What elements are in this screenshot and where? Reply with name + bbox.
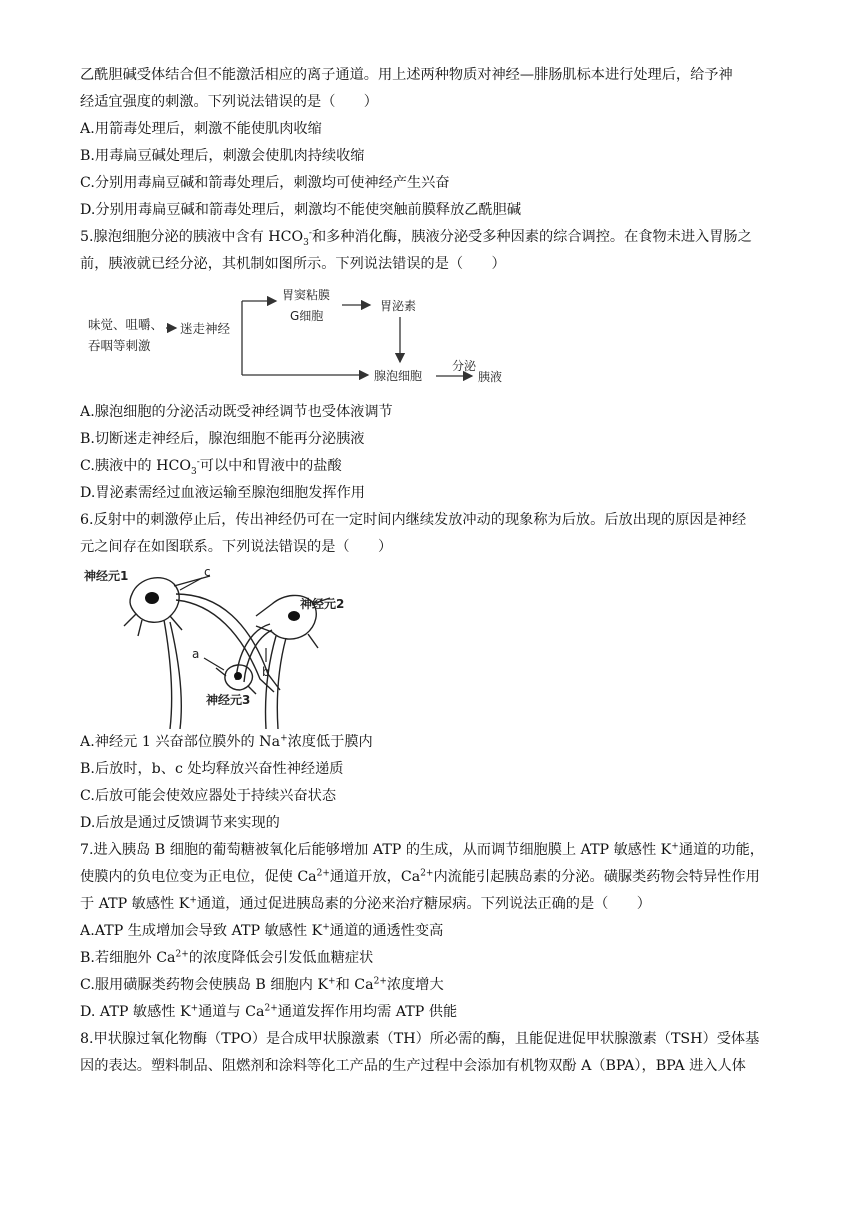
q6-stem-line-1: 6.反射中的刺激停止后，传出神经仍可在一定时间内继续发放冲动的现象称为后放。后放出现的原因是神经	[80, 512, 747, 528]
g-cell-label-2: G细胞	[290, 309, 324, 323]
vagus-nerve-label: 迷走神经	[180, 321, 231, 336]
q5-figure	[80, 284, 786, 399]
q4-stem-line-1: 乙酰胆碱受体结合但不能激活相应的离子通道。用上述两种物质对神经—腓肠肌标本进行处理后，给予神	[80, 67, 733, 83]
pancreatic-secretion-diagram	[80, 284, 786, 399]
q7-option-d: D. ATP 敏感性 K+通道与 $Ca^{2+}$通道发挥作用均需 ATP 供能	[80, 1003, 458, 1020]
q6-option-c: C.后放可能会使效应器处于持续兴奋状态	[80, 788, 337, 804]
q7-stem-line-1: 7.进入胰岛 B 细胞的葡萄糖被氧化后能够增加 ATP 的生成，从而调节细胞膜上 ATP 敏感性 K+通道的功能，	[80, 841, 764, 858]
q6-option-b: B.后放时，b、c 处均释放兴奋性神经递质	[80, 761, 344, 777]
q6-stem-line-2: 元之间存在如图联系。下列说法错误的是（ ）	[80, 539, 393, 555]
q6-option-d: D.后放是通过反馈调节来实现的	[80, 815, 280, 831]
exam-page	[80, 62, 786, 1080]
q7-stem-line-2: 使膜内的负电位变为正电位，促使 $Ca^{2+}$通道开放，$Ca^{2+}$内流能引起胰岛素的分泌。磺脲类药物会特异性作用	[80, 868, 760, 885]
neuron-2	[236, 595, 330, 729]
q4-option-c: C.分别用毒扁豆碱和箭毒处理后，刺激均可使神经产生兴奋	[80, 175, 450, 191]
q4-option-a: A.用箭毒处理后，刺激不能使肌肉收缩	[80, 121, 322, 137]
q7-option-b: B.若细胞外 $Ca^{2+}$的浓度降低会引发低血糖症状	[80, 949, 374, 966]
neuron-3-label: 神经元3	[206, 693, 251, 707]
q5-option-c: C.胰液中的 $HCO_3^-$可以中和胃液中的盐酸	[80, 457, 342, 477]
q7-option-a: A.ATP 生成增加会导致 ATP 敏感性 K+通道的通透性变高	[80, 922, 444, 939]
q4-stem-line-2: 经适宜强度的刺激。下列说法错误的是（ ）	[80, 94, 378, 110]
neuron-1-nucleus	[145, 592, 159, 604]
stimulus-label-1: 味觉、咀嚼、	[88, 317, 164, 332]
q4-option-b: B.用毒扁豆碱处理后，刺激会使肌肉持续收缩	[80, 148, 365, 164]
q4-option-d: D.分别用毒扁豆碱和箭毒处理后，刺激均不能使突触前膜释放乙酰胆碱	[80, 202, 522, 218]
neuron-3-nucleus	[234, 672, 242, 680]
q5-option-b: B.切断迷走神经后，腺泡细胞不能再分泌胰液	[80, 431, 365, 447]
pointer-a	[204, 658, 224, 670]
neuron-2-label: 神经元2	[300, 597, 345, 611]
label-b: b	[262, 665, 270, 679]
q6-option-a: A.神经元 1 兴奋部位膜外的 Na+浓度低于膜内	[80, 733, 373, 750]
q5-option-d: D.胃泌素需经过血液运输至腺泡细胞发挥作用	[80, 485, 365, 501]
q8-stem-line-1: 8.甲状腺过氧化物酶（TPO）是合成甲状腺激素（TH）所必需的酶，且能促进促甲状腺激素（TSH）受体基	[80, 1031, 760, 1047]
stimulus-label-2: 吞咽等刺激	[88, 338, 151, 353]
q5-option-a: A.腺泡细胞的分泌活动既受神经调节也受体液调节	[80, 404, 393, 420]
pancreatic-juice-label: 胰液	[478, 370, 503, 384]
neuron-circuit-diagram	[80, 564, 786, 729]
label-a: a	[192, 647, 200, 661]
q8-stem-line-2: 因的表达。塑料制品、阻燃剂和涂料等化工产品的生产过程中会添加有机物双酚 A（BPA），BPA 进入人体	[80, 1058, 746, 1074]
q5-stem-line-2: 前，胰液就已经分泌，其机制如图所示。下列说法错误的是（ ）	[80, 256, 506, 272]
g-cell-label-1: 胃窦粘膜	[282, 288, 331, 302]
q7-option-c: C.服用磺脲类药物会使胰岛 B 细胞内 K+和 $Ca^{2+}$浓度增大	[80, 976, 444, 993]
neuron-2-nucleus	[288, 611, 300, 621]
label-c: c	[204, 565, 211, 579]
secrete-label: 分泌	[452, 359, 477, 373]
neuron-1-label: 神经元1	[84, 569, 129, 583]
gastrin-label: 胃泌素	[380, 299, 417, 313]
q5-stem-line-1: 5.腺泡细胞分泌的胰液中含有 $HCO_3^-$和多种消化酶，胰液分泌受多种因素的综合调控。在食物未进入胃肠之	[80, 228, 752, 248]
q6-figure	[80, 564, 786, 729]
acinar-cell-label: 腺泡细胞	[374, 369, 423, 383]
q7-stem-line-3: 于 ATP 敏感性 K+通道，通过促进胰岛素的分泌来治疗糖尿病。下列说法正确的是（ ）	[80, 895, 651, 912]
